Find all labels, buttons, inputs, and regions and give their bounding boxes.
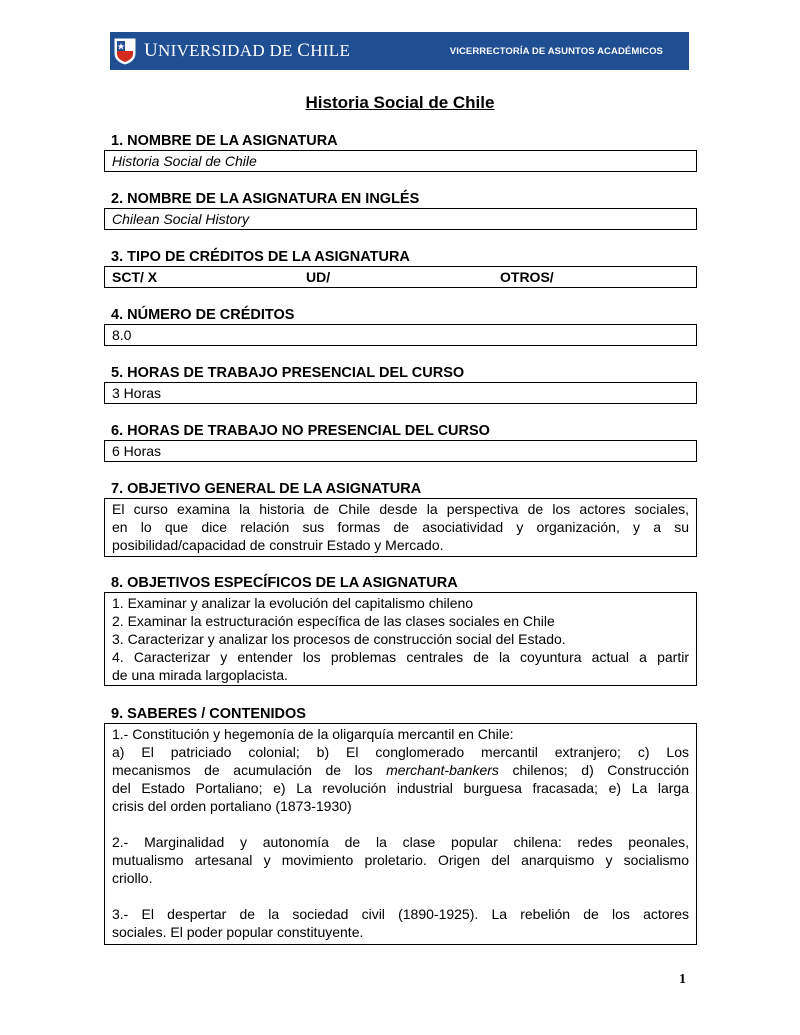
text-line: en lo que dice relación sus formas de asociatividad y organización, y a su — [112, 519, 689, 535]
contents-box — [104, 723, 697, 945]
text-segment: chilenos; d) Construcción — [498, 762, 689, 778]
section-heading: 7. OBJETIVO GENERAL DE LA ASIGNATURA — [111, 481, 422, 497]
section-heading: 6. HORAS DE TRABAJO NO PRESENCIAL DEL CURSO — [111, 423, 490, 439]
text-line: 1.- Constitución y hegemonía de la oligarquía mercantil en Chile: — [112, 726, 514, 742]
section-non-presential-hours — [104, 422, 697, 462]
section-heading: 4. NÚMERO DE CRÉDITOS — [111, 307, 295, 323]
section-specific-objectives — [104, 574, 697, 686]
text-line: 2.- Marginalidad y autonomía de la clase popular chilena: redes peonales, — [112, 834, 689, 850]
vicerrectoria-label: VICERRECTORÍA DE ASUNTOS ACADÉMICOS — [449, 45, 663, 57]
presential-hours-box: 3 Horas — [104, 382, 697, 404]
text-line: crisis del orden portaliano (1873-1930) — [112, 798, 352, 814]
list-item: 4. Caracterizar y entender los problemas centrales de la coyuntura actual a partir — [112, 649, 689, 665]
specific-objectives-box — [104, 592, 697, 686]
section-general-objective — [104, 480, 697, 557]
text-line: a) El patriciado colonial; b) El conglomerado mercantil extranjero; c) Los — [112, 744, 689, 760]
section-heading: 5. HORAS DE TRABAJO PRESENCIAL DEL CURSO — [111, 365, 465, 381]
text-line: criollo. — [112, 870, 153, 886]
course-name-box: Historia Social de Chile — [104, 150, 697, 172]
text-segment-emphasis: merchant-bankers — [386, 762, 499, 778]
text-line: del Estado Portaliano; e) La revolución industrial burguesa fracasada; e) La larga — [112, 780, 689, 796]
section-heading: 8. OBJETIVOS ESPECÍFICOS DE LA ASIGNATURA — [111, 575, 458, 591]
credit-type-box — [104, 266, 697, 288]
section-credit-number — [104, 306, 697, 346]
list-item: 1. Examinar y analizar la evolución del capitalismo chileno — [112, 595, 474, 611]
section-heading: 3. TIPO DE CRÉDITOS DE LA ASIGNATURA — [111, 249, 410, 265]
credit-type-otros: OTROS/ — [500, 269, 554, 285]
course-name-english-box: Chilean Social History — [104, 208, 697, 230]
text-line — [112, 761, 689, 779]
section-credit-type — [104, 248, 697, 288]
text-segment: mecanismos de acumulación de los — [112, 762, 387, 778]
list-item: 2. Examinar la estructuración específica de las clases sociales en Chile — [112, 613, 555, 629]
non-presential-hours-box: 6 Horas — [104, 440, 697, 462]
text-line: 3.- El despertar de la sociedad civil (1890-1925). La rebelión de los actores — [112, 906, 689, 922]
section-course-name-english — [104, 190, 697, 230]
header-banner — [110, 32, 689, 70]
university-crest-icon — [114, 37, 136, 65]
university-name: UNIVERSIDAD DE CHILE — [144, 40, 351, 61]
general-objective-box — [104, 498, 697, 557]
section-heading: 1. NOMBRE DE LA ASIGNATURA — [111, 133, 338, 149]
section-presential-hours — [104, 364, 697, 404]
credit-type-ud: UD/ — [306, 269, 331, 285]
credit-type-sct: SCT/ X — [112, 269, 158, 285]
page-number: 1 — [679, 972, 686, 987]
text-line: sociales. El poder popular constituyente. — [112, 924, 364, 940]
section-course-name — [104, 132, 697, 172]
text-line: mutualismo artesanal y movimiento proletario. Origen del anarquismo y socialismo — [112, 852, 689, 868]
list-item: de una mirada largoplacista. — [112, 667, 288, 683]
paragraph-gap — [112, 815, 689, 833]
text-line: El curso examina la historia de Chile desde la perspectiva de los actores sociales, — [112, 501, 689, 517]
credit-number-box: 8.0 — [104, 324, 697, 346]
text-line: posibilidad/capacidad de construir Estado y Mercado. — [112, 537, 444, 553]
list-item: 3. Caracterizar y analizar los procesos de construcción social del Estado. — [112, 631, 566, 647]
section-contents — [104, 705, 697, 945]
section-heading: 9. SABERES / CONTENIDOS — [111, 706, 306, 722]
document-title: Historia Social de Chile — [305, 93, 495, 112]
paragraph-gap — [112, 887, 689, 905]
section-heading: 2. NOMBRE DE LA ASIGNATURA EN INGLÉS — [111, 191, 420, 207]
